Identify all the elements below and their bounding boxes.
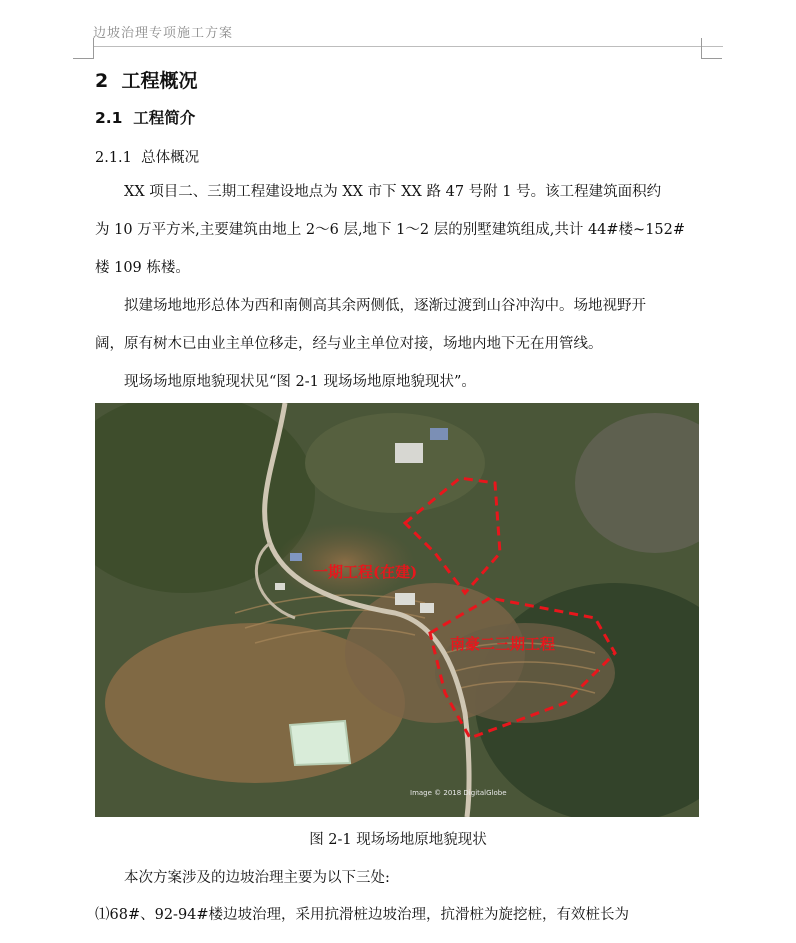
subsubsection-number: 2.1.1 — [95, 150, 132, 166]
section-title: 工程概况 — [121, 70, 198, 92]
satellite-image — [95, 403, 699, 817]
building-site-2 — [420, 603, 434, 613]
paragraph-3: 现场场地原地貌现状见“图 2-1 现场场地原地貌现状”。 — [124, 374, 476, 390]
label-phase-one: 一期工程(在建) — [313, 563, 418, 581]
subsubsection-title: 总体概况 — [141, 150, 200, 166]
paragraph-2-line-2: 阔，原有树木已由业主单位移走，经与业主单位对接，场地内地下无在用管线。 — [95, 336, 603, 352]
paragraph-5: ⑴68#、92-94#楼边坡治理，采用抗滑桩边坡治理，抗滑桩为旋挖桩，有效桩长为 — [95, 907, 630, 923]
crop-mark-top-right — [701, 38, 722, 59]
pond — [290, 721, 350, 765]
paragraph-1-line-1: XX 项目二、三期工程建设地点为 XX 市下 XX 路 47 号附 1 号。该工程建筑面积约 — [124, 184, 662, 200]
figure-caption: 图 2-1 现场场地原地貌现状 — [309, 832, 487, 848]
paragraph-1-line-3: 楼 109 栋楼。 — [95, 260, 190, 276]
paragraph-4: 本次方案涉及的边坡治理主要为以下三处: — [124, 870, 390, 886]
building-site-3 — [290, 553, 302, 561]
subsection-heading — [95, 106, 195, 128]
building-north — [395, 443, 423, 463]
subsubsection-heading — [95, 146, 199, 167]
crop-mark-top-left — [73, 38, 94, 59]
section-number: 2 — [95, 70, 109, 92]
paragraph-2-line-1: 拟建场地地形总体为西和南侧高其余两侧低，逐渐过渡到山谷冲沟中。场地视野开 — [124, 298, 646, 314]
building-site-1 — [395, 593, 415, 605]
section-heading — [95, 66, 197, 93]
subsection-number: 2.1 — [95, 109, 123, 127]
page-header: 边坡治理专项施工方案 — [93, 26, 234, 41]
header-divider — [93, 46, 723, 47]
building-blue-roof — [430, 428, 448, 440]
building-site-4 — [275, 583, 285, 590]
subsection-title: 工程简介 — [133, 109, 196, 127]
label-phase-two-three: 南豪二三期工程 — [450, 635, 556, 653]
image-watermark: Image © 2018 DigitalGlobe — [410, 789, 507, 797]
paragraph-1-line-2: 为 10 万平方米,主要建筑由地上 2～6 层,地下 1～2 层的别墅建筑组成,共计 44#楼~152# — [95, 222, 686, 238]
